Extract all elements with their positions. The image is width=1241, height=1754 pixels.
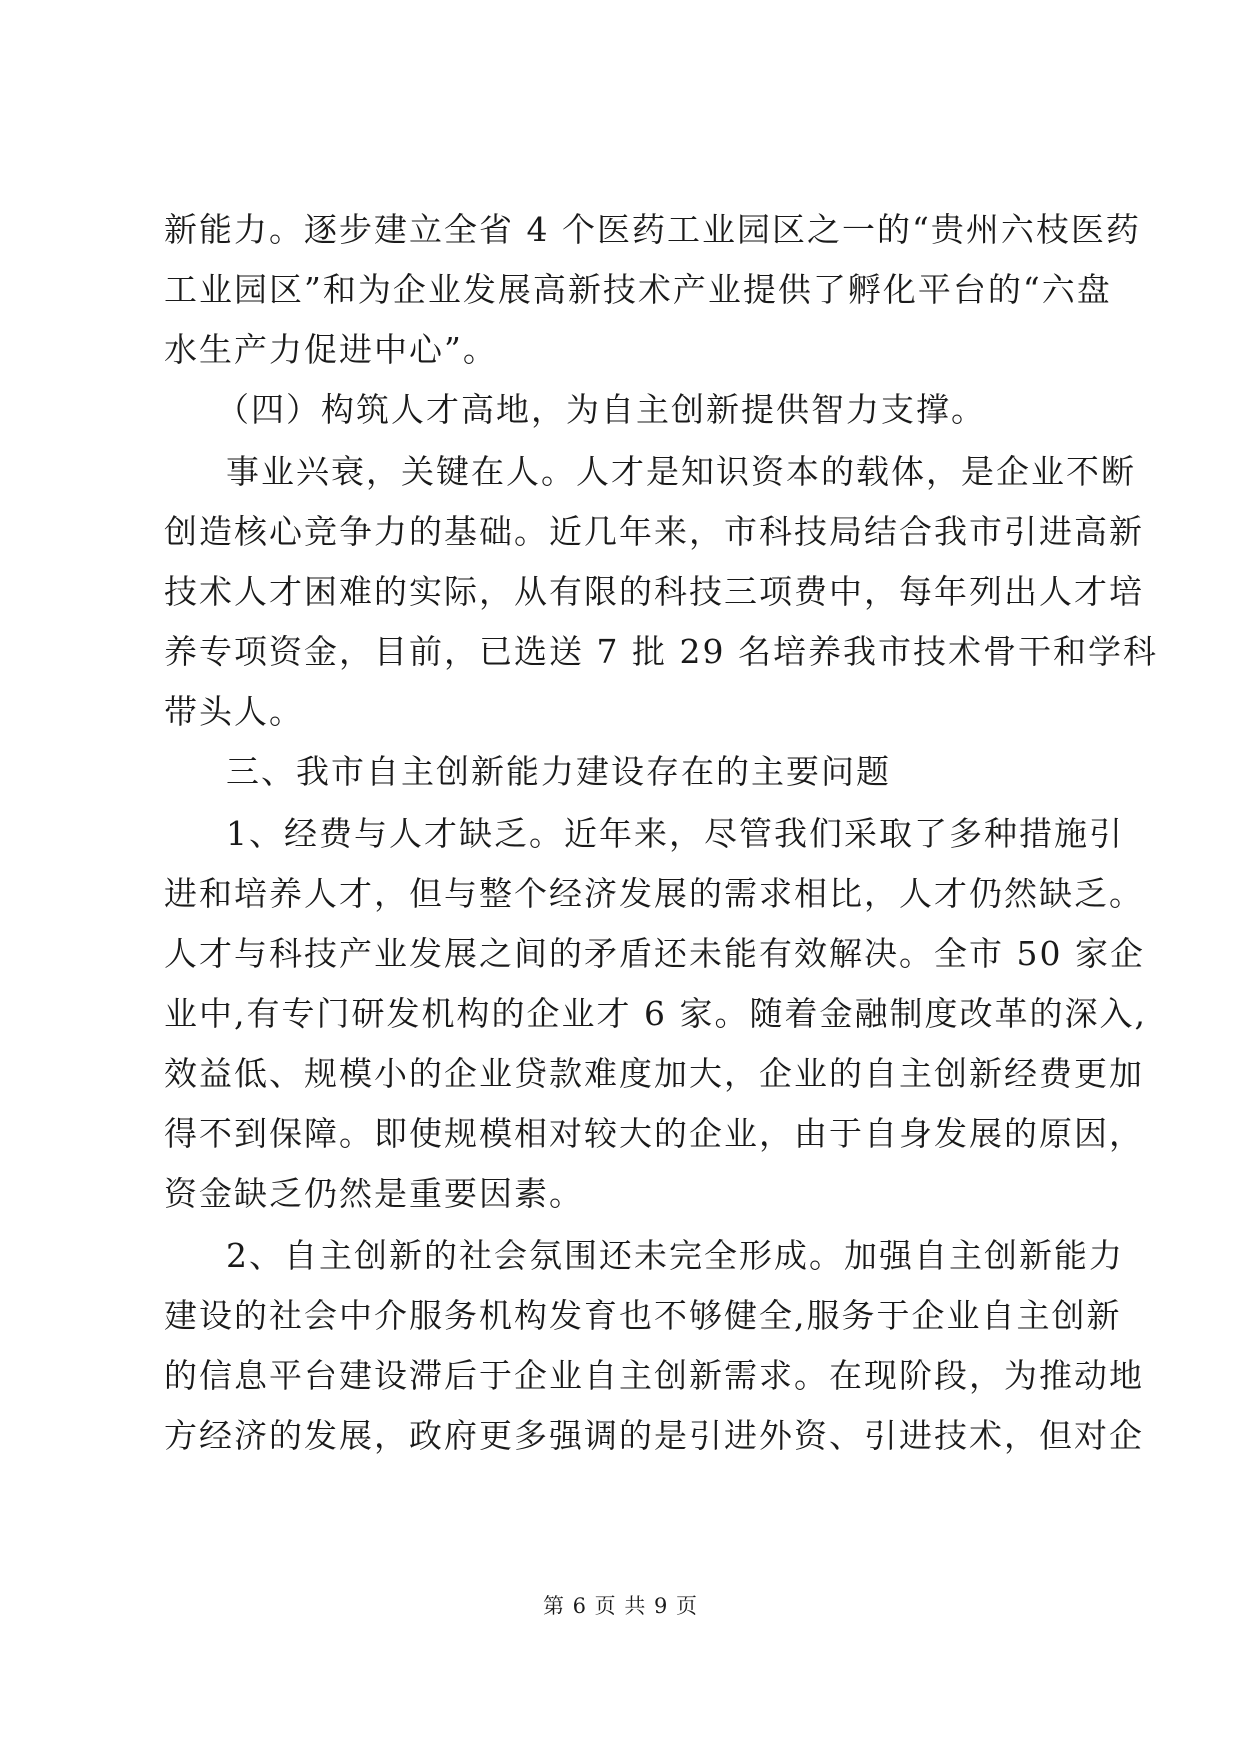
text-line: 方经济的发展，政府更多强调的是引进外资、引进技术，但对企	[164, 1416, 1144, 1455]
text-line: 事业兴衰，关键在人。人才是知识资本的载体，是企业不断	[226, 452, 1136, 491]
text-line: 新能力。逐步建立全省 4 个医药工业园区之一的“贵州六枝医药	[164, 210, 1141, 249]
text-line: 资金缺乏仍然是重要因素。	[164, 1174, 584, 1213]
text-line: 进和培养人才，但与整个经济发展的需求相比，人才仍然缺乏。	[164, 874, 1144, 913]
text-line: 水生产力促进中心”。	[164, 330, 498, 369]
text-line: 2、自主创新的社会氛围还未完全形成。加强自主创新能力	[226, 1236, 1124, 1275]
text-line: 养专项资金，目前，已选送 7 批 29 名培养我市技术骨干和学科	[164, 632, 1158, 671]
text-line: 建设的社会中介服务机构发育也不够健全,服务于企业自主创新	[164, 1296, 1122, 1335]
section-heading: 三、我市自主创新能力建设存在的主要问题	[226, 752, 891, 791]
text-line: 业中,有专门研发机构的企业才 6 家。随着金融制度改革的深入,	[164, 994, 1147, 1033]
text-line: 人才与科技产业发展之间的矛盾还未能有效解决。全市 50 家企	[164, 934, 1145, 973]
text-line: 创造核心竞争力的基础。近几年来，市科技局结合我市引进高新	[164, 512, 1144, 551]
text-line: 1、经费与人才缺乏。近年来，尽管我们采取了多种措施引	[226, 814, 1124, 853]
text-line: 得不到保障。即使规模相对较大的企业，由于自身发展的原因，	[164, 1114, 1144, 1153]
text-line: 的信息平台建设滞后于企业自主创新需求。在现阶段，为推动地	[164, 1356, 1144, 1395]
text-line: 效益低、规模小的企业贷款难度加大，企业的自主创新经费更加	[164, 1054, 1144, 1093]
page-number: 第 6 页 共 9 页	[542, 1594, 699, 1618]
section-heading: （四）构筑人才高地，为自主创新提供智力支撑。	[216, 390, 986, 429]
text-line: 带头人。	[164, 692, 304, 731]
text-line: 技术人才困难的实际，从有限的科技三项费中，每年列出人才培	[164, 572, 1144, 611]
text-line: 工业园区”和为企业发展高新技术产业提供了孵化平台的“六盘	[164, 270, 1112, 309]
